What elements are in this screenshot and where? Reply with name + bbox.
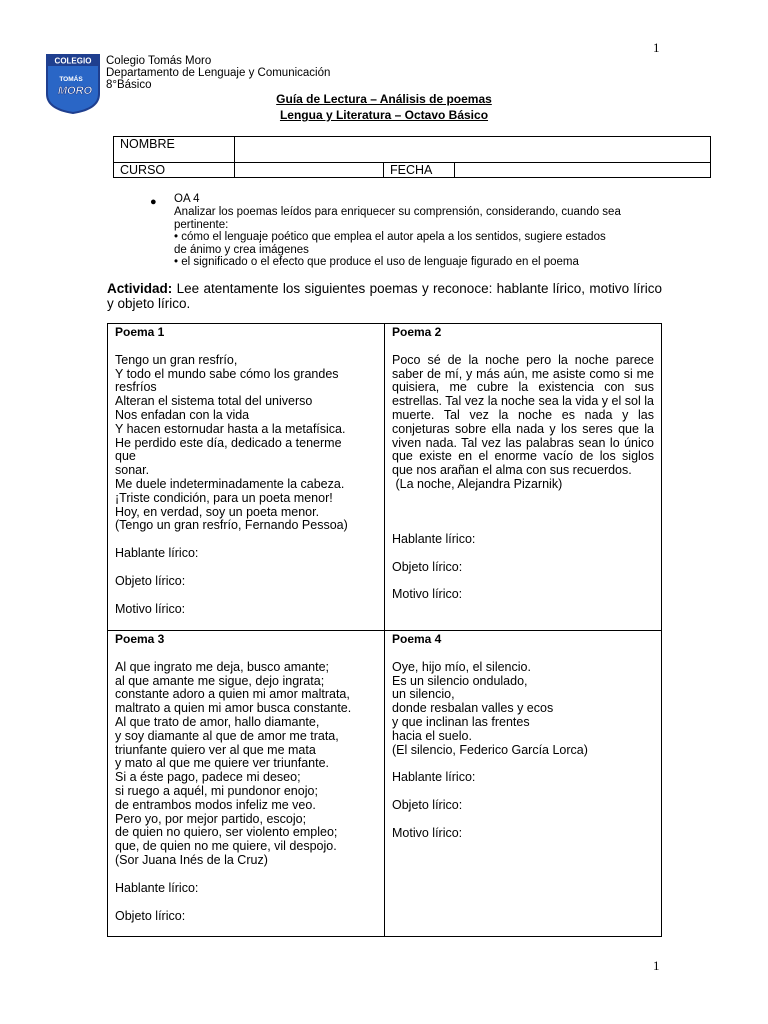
activity-instructions — [107, 281, 662, 311]
poem-line: He perdido este día, dedicado a tenerme — [115, 435, 342, 450]
poem-line: donde resbalan valles y ecos — [392, 701, 554, 716]
poem-line: y que inclinan las frentes — [392, 714, 530, 729]
poem-1-hablante[interactable]: Hablante lírico: — [115, 546, 199, 561]
objective-line: pertinente: — [174, 218, 229, 231]
poem-line: Tengo un gran resfrío, — [115, 352, 238, 367]
date-label: FECHA — [384, 163, 455, 178]
poem-line: un silencio, — [392, 687, 455, 702]
poem-line: Y todo el mundo sabe cómo los grandes — [115, 366, 339, 381]
poem-3-hablante[interactable]: Hablante lírico: — [115, 880, 199, 895]
poem-1-title: Poema 1 — [115, 325, 165, 339]
poem-line: Me duele indeterminadamente la cabeza. — [115, 476, 345, 491]
poem-line: Si a éste pago, padece mi deseo; — [115, 770, 301, 785]
poem-4-hablante[interactable]: Hablante lírico: — [392, 770, 476, 785]
department-name: Departamento de Lenguaje y Comunicación — [106, 67, 331, 79]
poem-1-objeto[interactable]: Objeto lírico: — [115, 573, 186, 588]
poem-4-objeto[interactable]: Objeto lírico: — [392, 798, 463, 813]
poem-3-objeto[interactable]: Objeto lírico: — [115, 908, 186, 923]
poem-line: (Tengo un gran resfrío, Fernando Pessoa) — [115, 518, 348, 533]
poem-line: ¡Triste condición, para un poeta menor! — [115, 490, 333, 505]
poem-line: triunfante quiero ver al que me mata — [115, 742, 316, 757]
poem-3-title: Poema 3 — [115, 632, 165, 646]
poem-line: constante adoro a quien mi amor maltrata, — [115, 687, 350, 702]
school-name: Colegio Tomás Moro — [106, 55, 212, 67]
poem-line: sonar. — [115, 463, 150, 478]
name-field[interactable] — [235, 137, 711, 163]
student-info-table — [113, 136, 711, 178]
logo-mid-text: TOMÁS — [59, 76, 83, 83]
poem-line: de quien no quiero, ser violento empleo; — [115, 825, 338, 840]
objective-line: Analizar los poemas leídos para enriquecer su comprensión, considerando, cuando sea — [174, 206, 621, 218]
poem-line: Nos enfadan con la vida — [115, 407, 250, 422]
poem-line: hacia el suelo. — [392, 728, 472, 743]
poem-line: de entrambos modos infeliz me veo. — [115, 797, 316, 812]
poem-line: Oye, hijo mío, el silencio. — [392, 659, 531, 674]
poem-line: Hoy, en verdad, soy un poeta menor. — [115, 504, 320, 519]
poem-2-title: Poema 2 — [392, 325, 442, 339]
poem-2-text: Poco sé de la noche pero la noche parece saber de mí, y más aún, me asiste como si me quisiera, me cubre la existencia con sus estrellas. Tal vez la noche sea la vida y el sol la muerte. Tal vez la noche es nada y las conjeturas sobre ella nada y los seres que la viven nada. Tal vez las palabras sean lo único que existe en el enorme vacío de los siglos que nos arañan el alma con sus recuerdos. — [392, 352, 654, 478]
course-field[interactable] — [235, 163, 384, 178]
objective-line: • cómo el lenguaje poético que emplea el autor apela a los sentidos, sugiere estados — [174, 231, 606, 243]
poem-line: y soy diamante al que de amor me trata, — [115, 728, 339, 743]
poem-3-cell — [108, 631, 385, 937]
poem-line: Y hacen estornudar hasta a la metafísica. — [115, 421, 346, 436]
poem-line: Pero yo, por mejor partido, escojo; — [115, 811, 307, 826]
objective-bullet: ● — [150, 196, 157, 208]
activity-label: Actividad: — [107, 281, 173, 296]
poem-line: que — [115, 449, 136, 464]
poem-line: y mato al que me quiere ver triunfante. — [115, 756, 330, 771]
poem-4-motivo[interactable]: Motivo lírico: — [392, 825, 463, 840]
poem-4-title: Poema 4 — [392, 632, 442, 646]
poem-line: Al que trato de amor, hallo diamante, — [115, 714, 320, 729]
logo-bottom-text: MORO — [57, 85, 93, 97]
name-label: NOMBRE — [114, 137, 235, 163]
guide-subtitle: Lengua y Literatura – Octavo Básico — [279, 108, 489, 122]
poem-2-objeto[interactable]: Objeto lírico: — [392, 559, 463, 574]
poem-1-cell — [108, 324, 385, 631]
objective-text — [174, 206, 674, 269]
poem-1-motivo[interactable]: Motivo lírico: — [115, 601, 186, 616]
objective-line: • el significado o el efecto que produce el uso de lenguaje figurado en el poema — [174, 256, 579, 268]
activity-text: Lee atentamente los siguientes poemas y reconoce: hablante lírico, motivo lírico y objeto lírico. — [107, 281, 662, 311]
poem-line: si ruego a aquél, mi pundonor enojo; — [115, 783, 318, 798]
poem-2-source: (La noche, Alejandra Pizarnik) — [392, 476, 563, 491]
poem-4-cell — [385, 631, 662, 937]
poem-line: que, de quien no me quiere, vil despojo. — [115, 839, 337, 854]
poem-2-motivo[interactable]: Motivo lírico: — [392, 587, 463, 602]
poem-line: Al que ingrato me deja, busco amante; — [115, 659, 330, 674]
poem-line: Es un silencio ondulado, — [392, 673, 528, 688]
logo-top-text: COLEGIO — [54, 56, 92, 66]
course-label: CURSO — [114, 163, 235, 178]
page-number-bottom: 1 — [653, 958, 660, 973]
guide-title: Guía de Lectura – Análisis de poemas — [276, 92, 492, 106]
date-field[interactable] — [455, 163, 711, 178]
poem-2-hablante[interactable]: Hablante lírico: — [392, 531, 476, 546]
poem-line: (El silencio, Federico García Lorca) — [392, 742, 588, 757]
poem-2-cell — [385, 324, 662, 631]
objective-code: OA 4 — [174, 193, 200, 205]
poem-line: maltrato a quien mi amor busca constante. — [115, 701, 352, 716]
objective-line: de ánimo y crea imágenes — [174, 243, 309, 256]
grade-label: 8°Básico — [106, 79, 152, 91]
page-number-top: 1 — [653, 40, 660, 55]
poem-line: al que amante me sigue, dejo ingrata; — [115, 673, 325, 688]
poem-line: Alteran el sistema total del universo — [115, 394, 313, 409]
poem-line: resfríos — [115, 380, 157, 395]
poems-table — [107, 323, 662, 937]
poem-line: (Sor Juana Inés de la Cruz) — [115, 852, 268, 867]
